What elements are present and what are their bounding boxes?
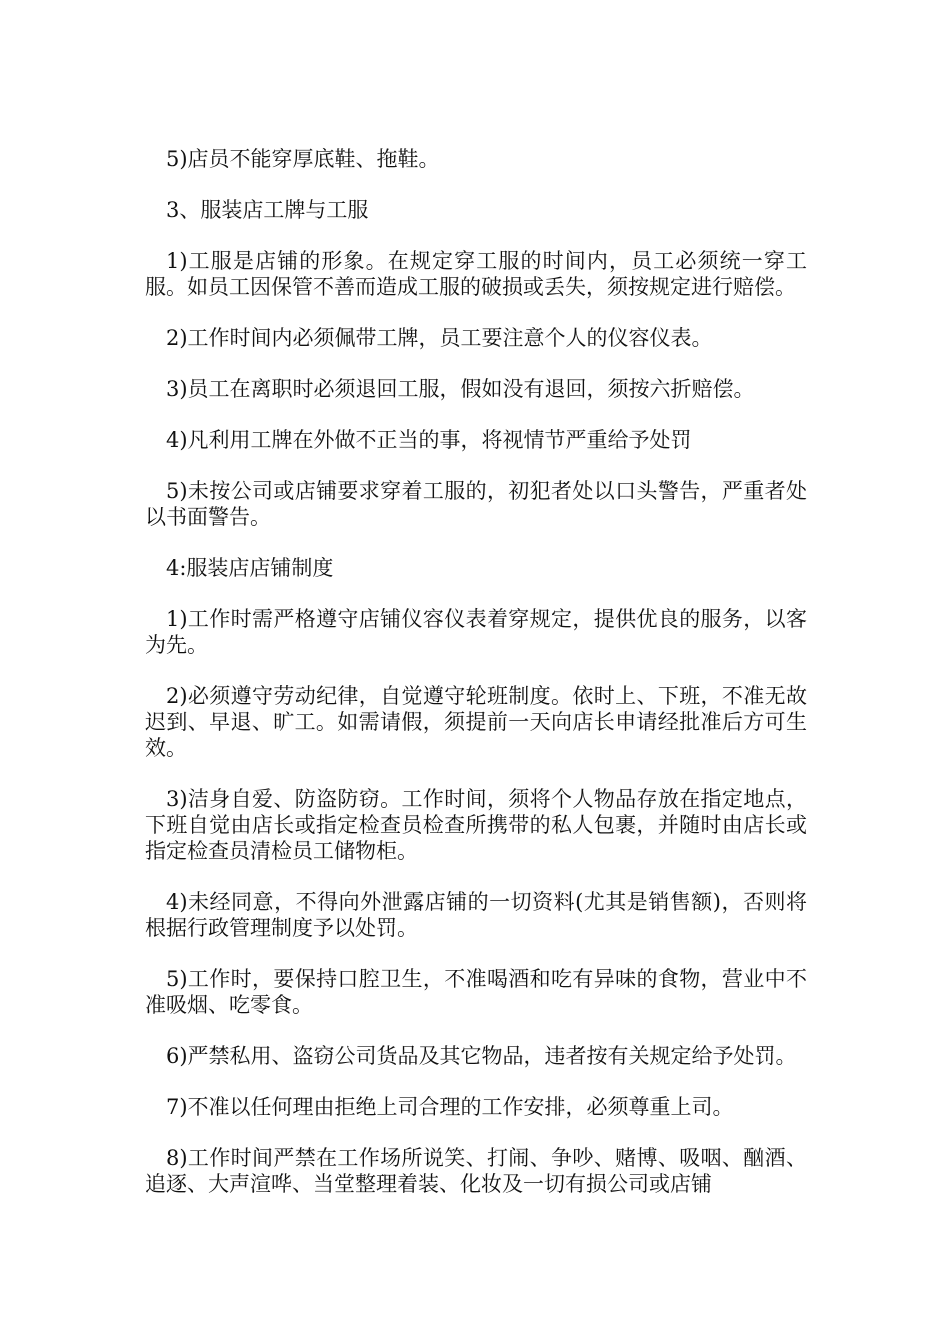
section-heading-badge-uniform: 3、服装店工牌与工服	[166, 198, 369, 222]
paragraph-store-rule-8: 8)工作时间严禁在工作场所说笑、打闹、争吵、赌博、吸咽、酗酒、追逐、大声渲哗、当堂整理着装、化妆及一切有损公司或店铺	[145, 1146, 807, 1196]
paragraph-store-rule-2: 2)必须遵守劳动纪律，自觉遵守轮班制度。依时上、下班，不准无故迟到、早退、旷工。如需请假，须提前一天向店长申请经批准后方可生效。	[145, 684, 807, 760]
paragraph-uniform-5: 5)未按公司或店铺要求穿着工服的，初犯者处以口头警告，严重者处以书面警告。	[145, 479, 807, 529]
paragraph-store-rule-6: 6)严禁私用、盗窃公司货品及其它物品，违者按有关规定给予处罚。	[166, 1044, 797, 1068]
paragraph-uniform-2: 2)工作时间内必须佩带工牌，员工要注意个人的仪容仪表。	[166, 326, 713, 350]
paragraph-uniform-1: 1)工服是店铺的形象。在规定穿工服的时间内，员工必须统一穿工服。如员工因保管不善而造成工服的破损或丢失，须按规定进行赔偿。	[145, 249, 807, 299]
paragraph-uniform-3: 3)员工在离职时必须退回工服，假如没有退回，须按六折赔偿。	[166, 377, 755, 401]
paragraph-store-rule-1: 1)工作时需严格遵守店铺仪容仪表着穿规定，提供优良的服务，以客为先。	[145, 607, 807, 657]
paragraph-store-rule-5: 5)工作时，要保持口腔卫生，不准喝酒和吃有异味的食物，营业中不准吸烟、吃零食。	[145, 967, 807, 1017]
paragraph-uniform-4: 4)凡利用工牌在外做不正当的事，将视情节严重给予处罚	[166, 428, 692, 452]
document-body	[145, 146, 807, 1222]
paragraph-store-rule-7: 7)不准以任何理由拒绝上司合理的工作安排，必须尊重上司。	[166, 1095, 734, 1119]
paragraph-store-rule-4: 4)未经同意，不得向外泄露店铺的一切资料(尤其是销售额)，否则将根据行政管理制度予以处罚。	[145, 890, 807, 940]
paragraph-store-rule-3: 3)洁身自爱、防盗防窃。工作时间，须将个人物品存放在指定地点，下班自觉由店长或指定检查员检查所携带的私人包裹，并随时由店长或指定检查员清检员工储物柜。	[145, 787, 807, 863]
section-heading-store-rules: 4:服装店店铺制度	[166, 556, 334, 580]
paragraph-shoe-rule: 5)店员不能穿厚底鞋、拖鞋。	[166, 147, 440, 171]
